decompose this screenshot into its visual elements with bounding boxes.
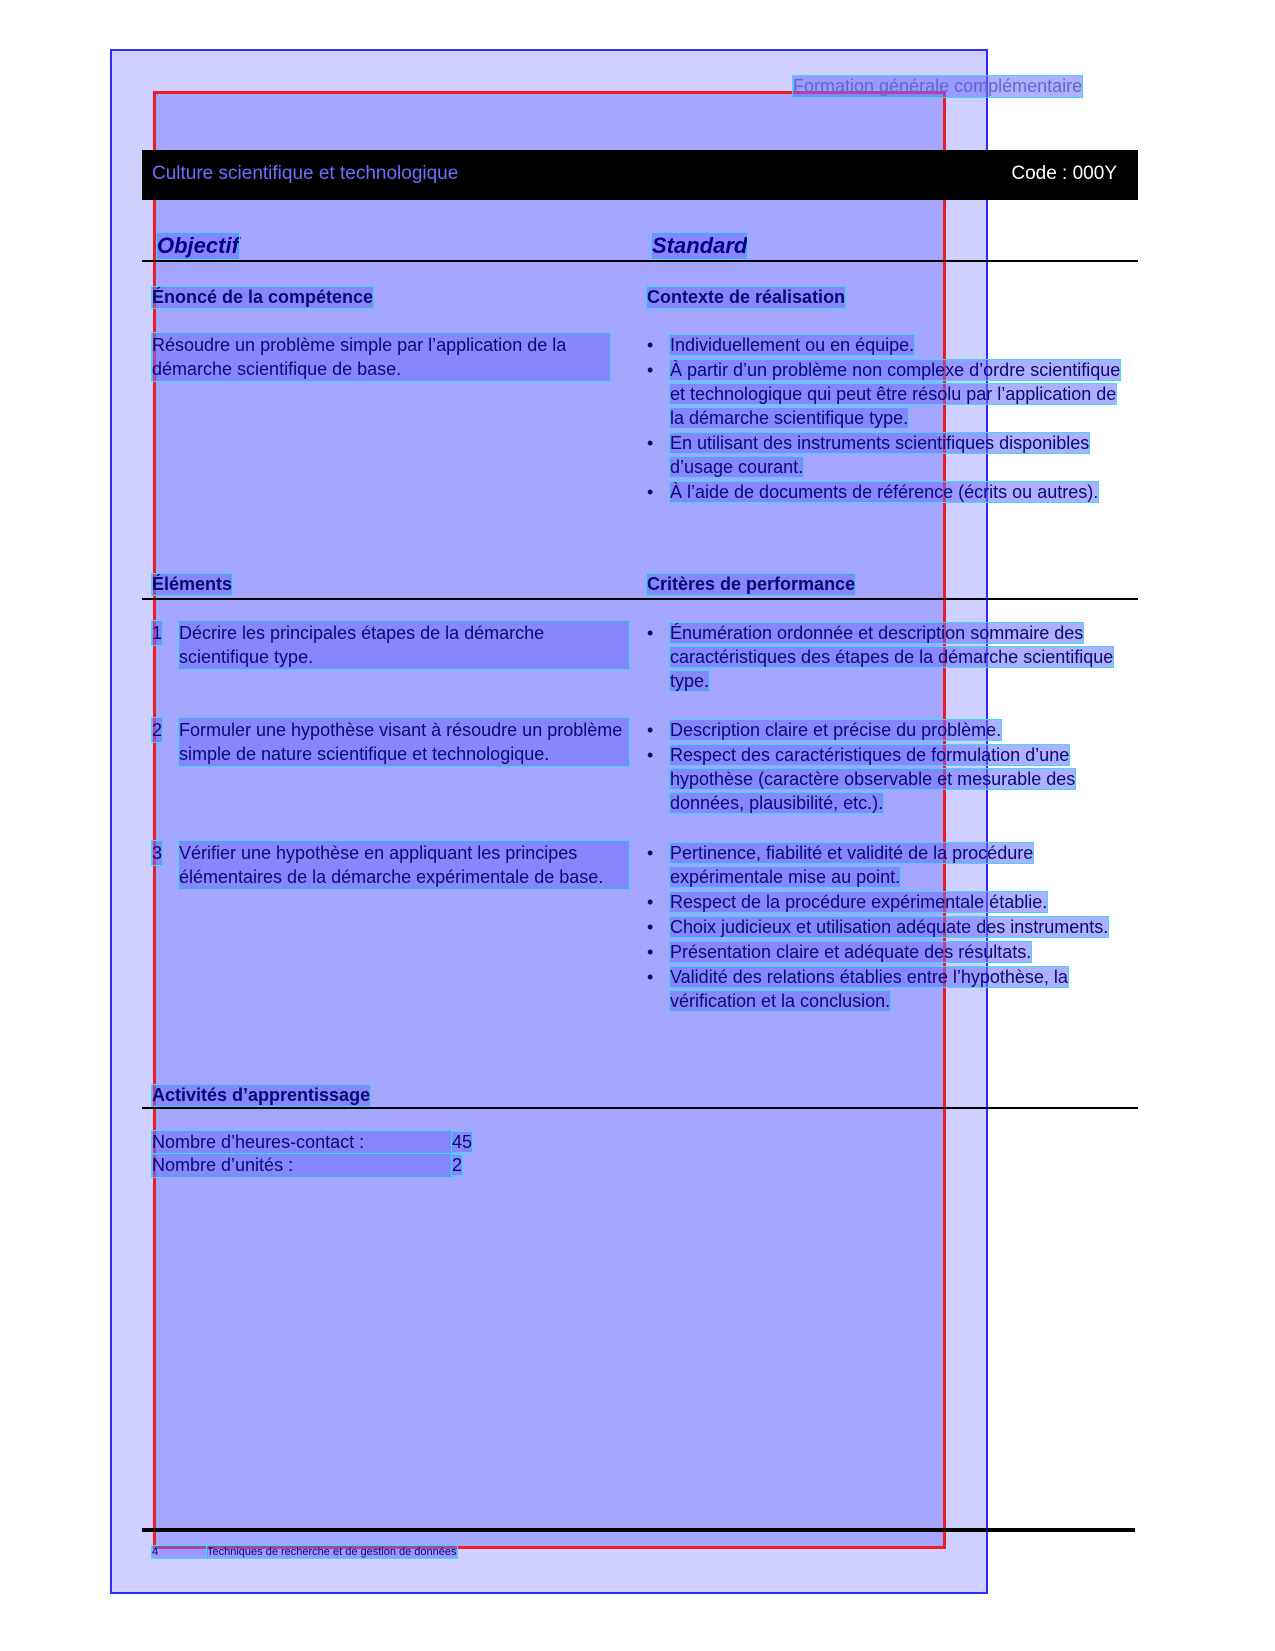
elements-heading: Éléments: [152, 574, 233, 594]
rule-objectif: [142, 260, 1138, 262]
activites-heading: Activités d’apprentissage: [152, 1085, 371, 1105]
contexte-item: • À l’aide de documents de référence (écrits ou autres).: [647, 482, 1099, 502]
unites-row: Nombre d’unités : 2: [152, 1155, 463, 1175]
contexte-heading: Contexte de réalisation: [647, 287, 846, 307]
heures-row: Nombre d’heures-contact : 45: [152, 1132, 473, 1152]
enonce-heading: Énoncé de la compétence: [152, 287, 374, 307]
rule-activites: [142, 1107, 1138, 1109]
critere-item: • Pertinence, fiabilité et validité de la procédure expérimentale mise au point.: [647, 843, 1034, 887]
course-code: Code : 000Y: [1011, 163, 1117, 184]
contexte-item: • À partir d’un problème non complexe d’ordre scientifique et technologique qui peut être résolu par l’application de la démarche scientifique type.: [647, 360, 1121, 428]
enonce-text: Résoudre un problème simple par l’application de la démarche scientifique de base.: [152, 333, 610, 381]
critere-item: • Choix judicieux et utilisation adéquate des instruments.: [647, 917, 1109, 937]
objectif-heading: Objectif: [157, 233, 239, 258]
footer-rule: [142, 1528, 1135, 1532]
contexte-item: • Individuellement ou en équipe.: [647, 335, 915, 355]
critere-item: • Respect de la procédure expérimentale établie.: [647, 892, 1048, 912]
course-title: Culture scientifique et technologique: [152, 163, 459, 184]
inner-selection-box: [153, 91, 946, 1549]
footer-page-number: 4: [152, 1546, 207, 1558]
header-tag: Formation générale complémentaire: [793, 76, 1083, 96]
critere-item: • Description claire et précise du problème.: [647, 720, 1002, 740]
criteres-list-1: [647, 621, 1125, 694]
criteres-heading: Critères de performance: [647, 574, 856, 594]
criteres-list-3: [647, 841, 1125, 1014]
standard-heading: Standard: [652, 233, 748, 258]
criteres-list-2: [647, 718, 1125, 816]
critere-item: • Énumération ordonnée et description sommaire des caractéristiques des étapes de la démarche scientifique type.: [647, 623, 1114, 691]
footer: [152, 1546, 457, 1558]
critere-item: • Validité des relations établies entre l’hypothèse, la vérification et la conclusion.: [647, 967, 1068, 1011]
rule-elements: [142, 598, 1138, 600]
footer-text: Techniques de recherche et de gestion de données: [207, 1546, 457, 1558]
critere-item: • Présentation claire et adéquate des résultats.: [647, 942, 1032, 962]
contexte-list: [647, 333, 1125, 505]
critere-item: • Respect des caractéristiques de formulation d’une hypothèse (caractère observable et mesurable des données, plausibilité, etc.).: [647, 745, 1076, 813]
contexte-item: • En utilisant des instruments scientifiques disponibles d’usage courant.: [647, 433, 1090, 477]
